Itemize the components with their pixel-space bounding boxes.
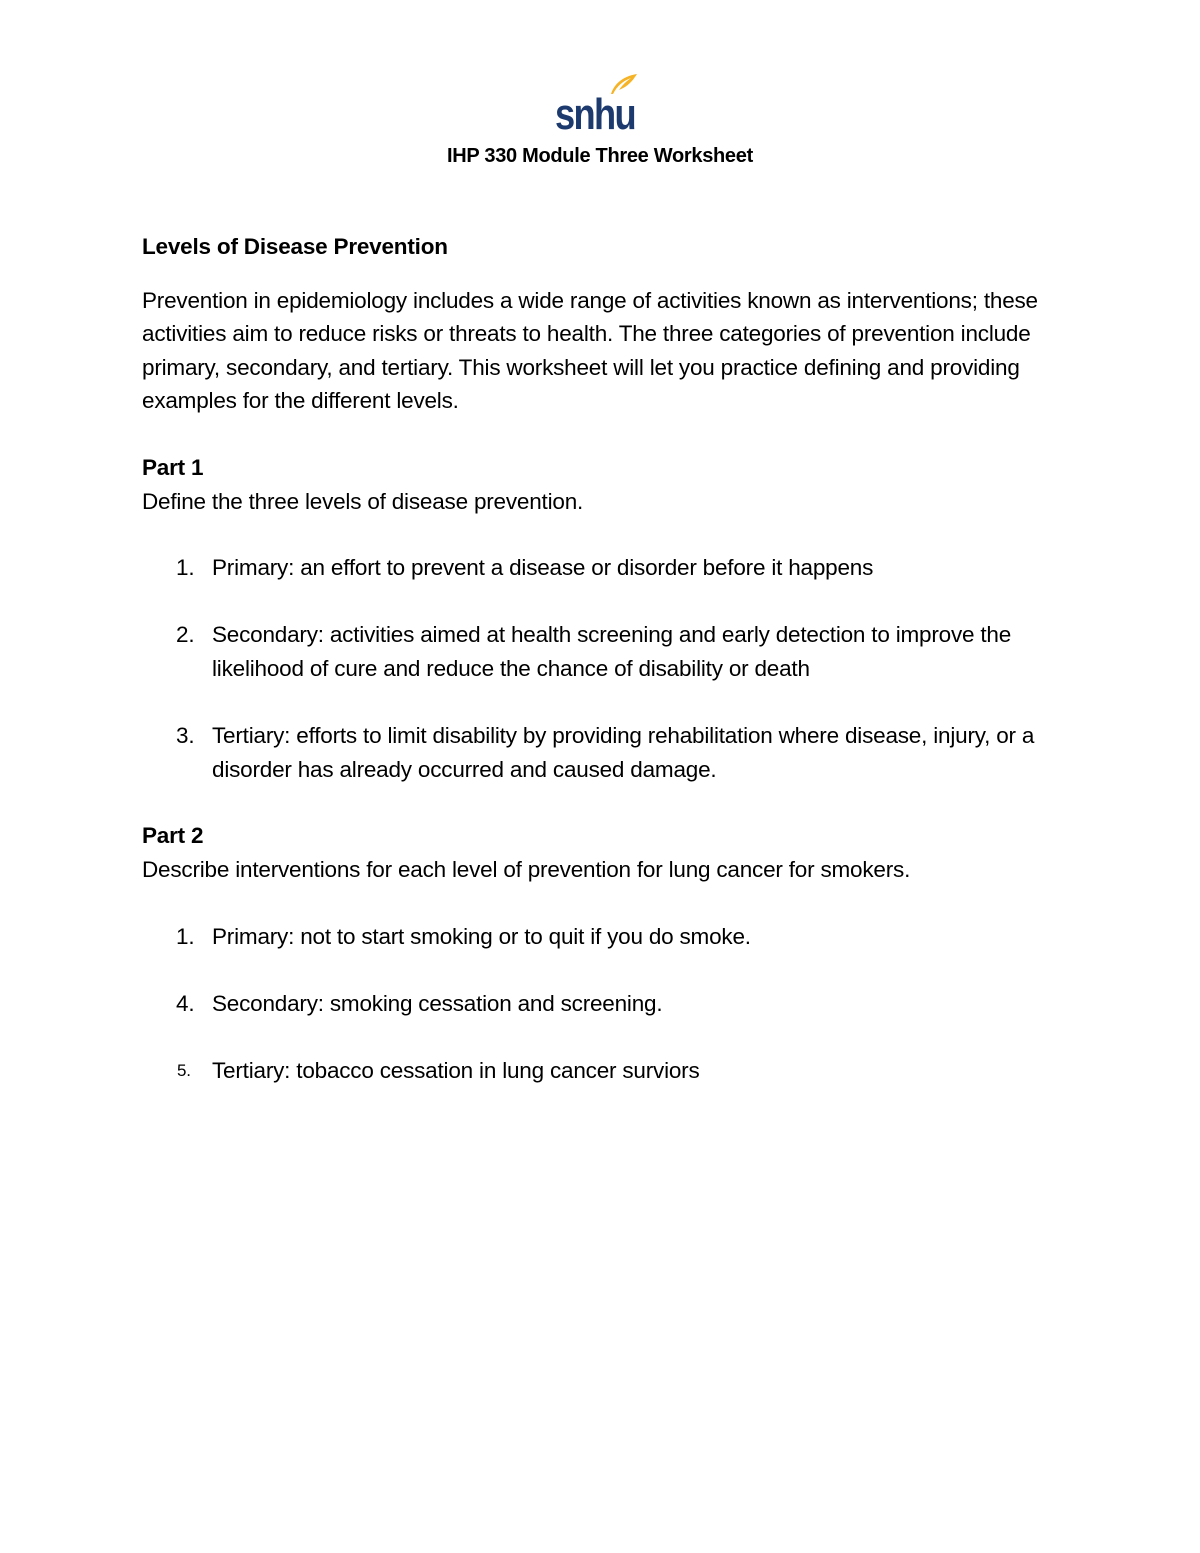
part2-list — [142, 920, 1062, 1088]
list-item-number: 4. — [176, 990, 195, 1016]
list-item-text: Tertiary: tobacco cessation in lung cancer surviors — [212, 1057, 700, 1083]
logo-text: snhu — [555, 90, 635, 134]
list-item — [142, 920, 1062, 954]
list-item-number: 5. — [177, 1060, 191, 1080]
part2-heading: Part 2 — [142, 823, 204, 849]
intro-paragraph: Prevention in epidemiology includes a wide range of activities known as interventions; these activities aim to reduce risks or threats to health. The three categories of prevention include primary, secondary, and tertiary. This worksheet will let you practice defining and providing examples for the different levels. — [142, 287, 1038, 414]
page-title: IHP 330 Module Three Worksheet — [447, 145, 753, 167]
list-item-number: 1. — [176, 555, 195, 581]
list-item-text: Secondary: smoking cessation and screening. — [212, 990, 663, 1016]
list-item-text: Secondary: activities aimed at health screening and early detection to improve the likelihood of cure and reduce the chance of disability or death — [212, 622, 1012, 681]
list-item-number: 3. — [176, 723, 195, 749]
list-item — [142, 719, 1062, 786]
list-item-text: Primary: an effort to prevent a disease or disorder before it happens — [212, 555, 874, 581]
list-item — [142, 551, 1062, 585]
list-item — [142, 1054, 1062, 1088]
list-item — [142, 618, 1062, 685]
list-item-number: 1. — [176, 923, 195, 949]
list-item-text: Tertiary: efforts to limit disability by providing rehabilitation where disease, injury, or a disorder has already occurred and caused damage. — [212, 723, 1035, 782]
document-body — [142, 230, 1062, 1087]
part1-prompt: Define the three levels of disease prevention. — [142, 488, 584, 514]
intro-heading: Levels of Disease Prevention — [142, 234, 448, 259]
list-item — [142, 987, 1062, 1021]
list-item-number: 2. — [176, 622, 195, 648]
part2-prompt: Describe interventions for each level of prevention for lung cancer for smokers. — [142, 856, 911, 882]
part1-list — [142, 551, 1062, 786]
list-item-text: Primary: not to start smoking or to quit if you do smoke. — [212, 923, 751, 949]
snhu-logo — [553, 72, 643, 134]
part1-heading: Part 1 — [142, 454, 204, 480]
